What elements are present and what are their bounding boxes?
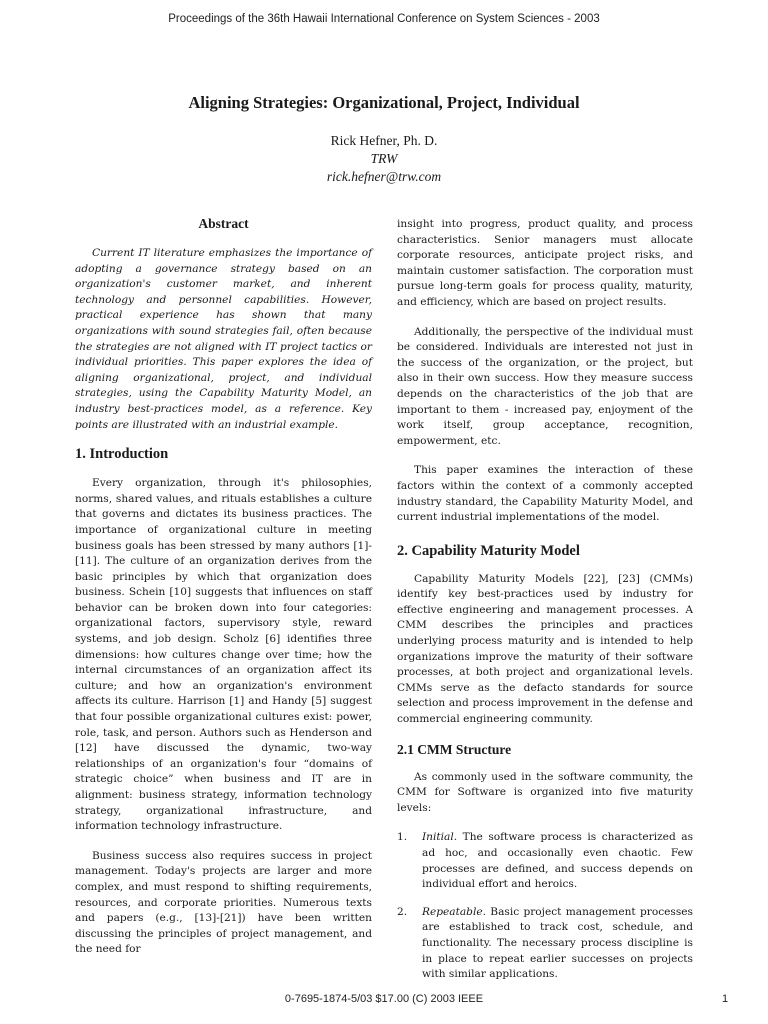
level-description: . The software process is characterized as ad hoc, and occasionally even chaotic. Few processes are defined, and success depends on individual effort and heroics. [422,831,693,891]
list-number: 2. [397,905,408,918]
footer-copyright: 0-7695-1874-5/03 $17.00 (C) 2003 IEEE [284,993,484,1005]
section-2-1-paragraph: As commonly used in the software community, the CMM for Software is organized into five maturity levels: [397,770,693,814]
list-text [422,830,693,892]
author-affiliation: TRW [370,151,398,166]
section-2-heading: 2. Capability Maturity Model [397,542,580,559]
running-header: Proceedings of the 36th Hawaii International Conference on System Sciences - 2003 [168,13,600,25]
author-name: Rick Hefner, Ph. D. [330,133,438,148]
intro-paragraph-2-continued: insight into progress, product quality, and process characteristics. Senior managers must allocate corporate resources, anticipate project risks, and maintain customer satisfaction. The corporation must pursue long-term goals for process quality, maturity, and efficiency, which are based on project results. [397,218,693,308]
intro-paragraph-3: Additionally, the perspective of the individual must be considered. Individuals are interested not just in the success of the organization, or the project, but also in their own success. How they measure success depends on the characteristics of the job that are important to them - increased pay, enjoyment of the work itself, group acceptance, recognition, empowerment, etc. [397,325,693,447]
page-number: 1 [722,993,729,1005]
author-email: rick.hefner@trw.com [326,169,442,184]
level-name: Repeatable [422,905,483,918]
list-number: 1. [397,831,408,844]
introduction-heading: 1. Introduction [75,446,169,463]
paper-title: Aligning Strategies: Organizational, Project, Individual [188,93,580,112]
level-name: Initial [422,831,454,844]
left-column [75,216,372,958]
intro-paragraph-4: This paper examines the interaction of these factors within the context of a commonly accepted industry standard, the Capability Maturity Model, and current industrial implementations of the model. [397,464,693,524]
section-2-paragraph-1: Capability Maturity Models [22], [23] (CMMs) identify key best-practices used by industry for effective engineering and management processes. A CMM describes the principles and practices underlying process maturity and is intended to help organizations improve the maturity of their software processes, at both project and organizational levels. CMMs serve as the defacto standards for source selection and process improvement in the defense and commercial engineering community. [397,572,693,726]
maturity-level-item [397,905,693,983]
abstract-text: Current IT literature emphasizes the importance of adopting a governance strategy based on an organization's customer market, and inherent technology and personnel capabilities. However, practical experience has shown that many organizations with sound strategies fail, often because the strategies are not aligned with IT project tactics or individual priorities. This paper explores the idea of aligning organizational, project, and individual strategies, using the Capability Maturity Model, an industry best-practices model, as a reference. Key points are illustrated with an industrial example. [75,247,372,431]
level-description: . Basic project management processes are established to track cost, schedule, and functionality. The necessary process discipline is in place to repeat earlier successes on projects with similar applications. [422,905,693,981]
intro-paragraph-2: Business success also requires success in project management. Today's projects are larger and more complex, and must respond to shifting requirements, resources, and corporate priorities. Numerous texts and papers (e.g., [13]-[21]) have been written discussing the principles of project management, and the need for [75,849,372,956]
right-column [397,217,693,983]
intro-paragraph-1: Every organization, through it's philosophies, norms, shared values, and rituals establishes a culture that governs and dictates its business practices. The importance of organizational culture in meeting business goals has been stressed by many authors [1]-[11]. The culture of an organization derives from the basic principles by which that organization does business. Schein [10] suggests that influences on staff behavior can be broken down into four categories: organizational factors, supervisory style, reward systems, and job design. Scholz [6] identifies three dimensions: how cultures change over time; how the internal circumstances of an organization affect its culture; and how an organization's environment affects its culture. Harrison [1] and Handy [5] suggest that four possible organizational cultures exist: power, role, task, and person. Authors such as Henderson and [12] have discussed the dynamic, two-way relationships of an organization's four “domains of strategic choice” when business and IT are in alignment: business strategy, information technology strategy, organizational infrastructure, and information technology infrastructure. [75,477,372,833]
section-2-1-heading: 2.1 CMM Structure [397,741,512,757]
list-text [422,905,693,983]
abstract-heading: Abstract [198,216,249,231]
maturity-level-item [397,830,693,892]
